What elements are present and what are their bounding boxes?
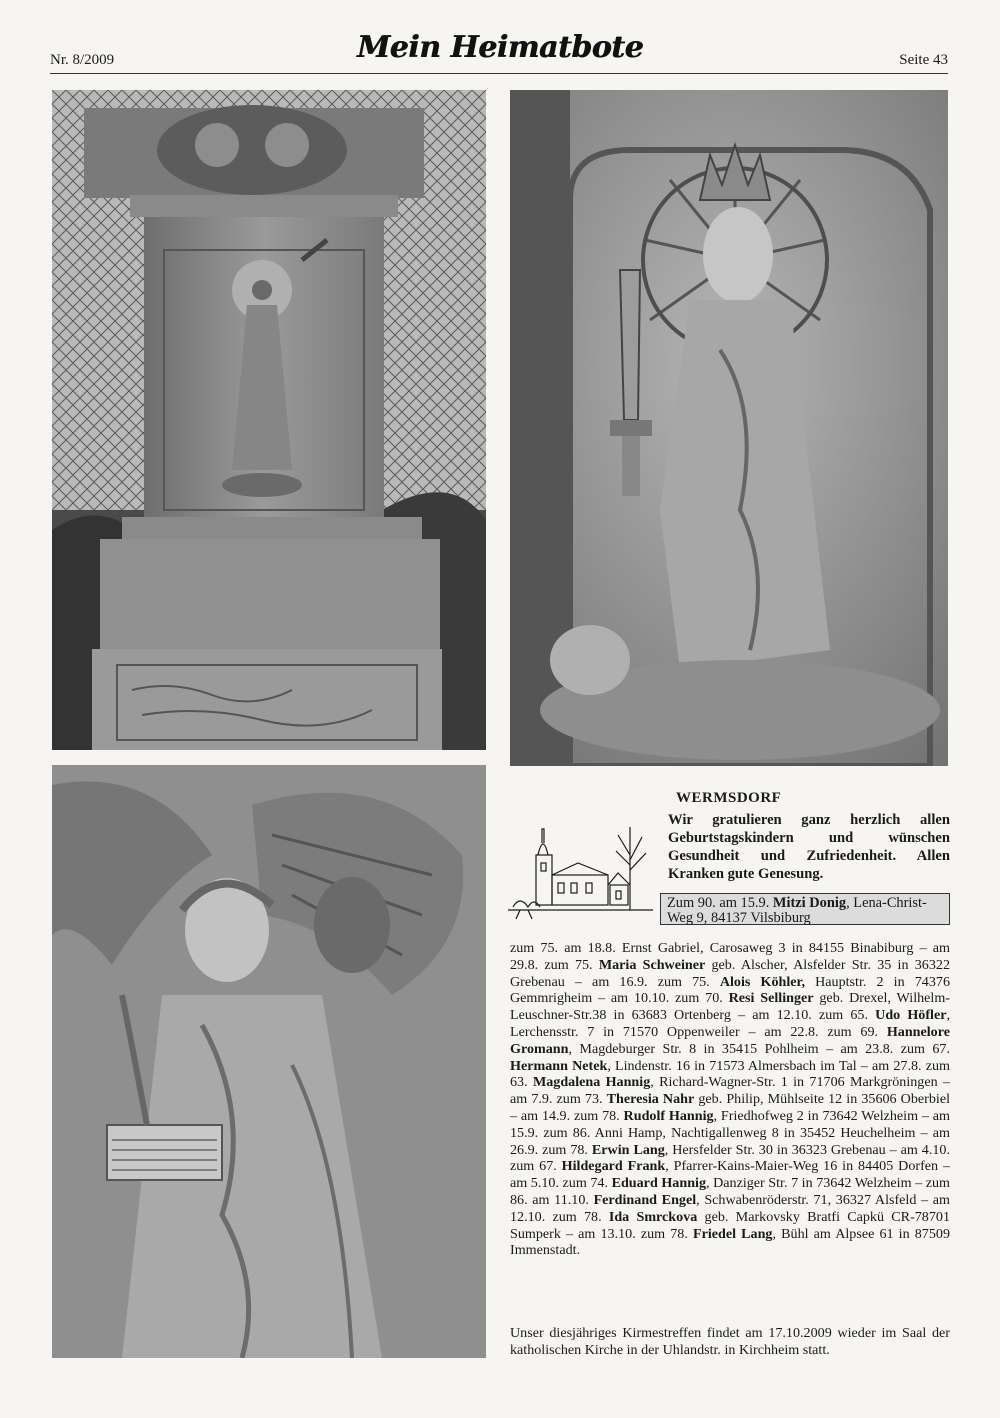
entry-name: Ida Smrckova [608, 1208, 698, 1225]
header-rule [50, 73, 948, 74]
closing-paragraph: Unser diesjähriges Kirmestreffen findet am 17.10.2009 wieder im Saal der katholischen Kirche in der Uhlandstr. in Kirchheim statt. [510, 1325, 950, 1358]
entry-details: geb. Alscher, Alsfelder Str. 35 in 36322 Grebenau – am 16.9. zum 75. [510, 956, 950, 990]
entry-name: Maria Schweiner [598, 956, 706, 973]
highlight-prefix: Zum 90. am 15.9. [667, 895, 773, 911]
village-church-logo [508, 815, 653, 922]
entry-name: Resi Sellinger [728, 990, 814, 1007]
entry-details: , Friedhofweg 2 in 73642 Welzheim – am 15.9. zum 86. Anni Hamp, Nachtigallenweg 8 in 35452 Heuchelheim – am 26.9. zum 78. [510, 1107, 950, 1158]
entry-details: , Bühl am Alpsee 61 in 87509 Immenstadt. [510, 1225, 950, 1259]
entry-details: , Richard-Wagner-Str. 1 in 71706 Markgröningen – am 7.9. zum 73. [510, 1074, 951, 1108]
highlight-birthday-box [660, 893, 950, 925]
birthday-list [510, 940, 950, 1259]
masthead-logo: Mein Heimatbote [356, 30, 644, 65]
greeting-text: Wir gratulieren ganz herzlich allen Geburtstagskindern und wünschen Gesundheit und Zufriedenheit. Allen Kranken gute Genesung. [668, 812, 950, 882]
page-header [0, 0, 1000, 80]
highlight-address: , Lena-Christ-Weg 9, 84137 Vilsbiburg [667, 895, 927, 926]
entry-name: Udo Höfler [875, 1007, 947, 1024]
entry-details: Hauptstr. 2 in 74376 Gemmrigheim – am 10.10. zum 70. [510, 973, 950, 1007]
entry-details: , Pfarrer-Kains-Maier-Weg 16 in 84405 Dorfen – am 5.10. zum 74. [510, 1158, 951, 1192]
entry-details: , Lindenstr. 16 in 71573 Almersbach im Tal – am 27.8. zum 63. [510, 1057, 950, 1091]
entry-name: Hannelore Gromann [510, 1023, 950, 1057]
entry-details: Ernst Gabriel, Carosaweg 3 in 84155 Binabiburg – am 29.8. zum 75. [510, 940, 950, 973]
entry-name: Ferdinand Engel [593, 1191, 697, 1208]
entry-details: geb. Philip, Mühlseite 12 in 35606 Oberbiel – am 14.9. zum 78. [510, 1091, 950, 1124]
entry-name: Eduard Hannig [611, 1175, 706, 1192]
entry-details: geb. Drexel, Wilhelm-Leuschner-Str.38 in 63683 Ortenberg – am 12.10. zum 65. [510, 990, 950, 1024]
entry-details: , Lerchensstr. 7 in 71570 Oppenweiler – am 22.8. zum 69. [510, 1007, 951, 1040]
entry-name: Hermann Netek [510, 1057, 608, 1074]
entry-name: Alois Köhler, [719, 973, 805, 990]
entry-details: , Magdeburger Str. 8 in 35415 Pohlheim – am 23.8. zum 67. [568, 1040, 950, 1057]
photo-angel-with-book-relief [52, 765, 486, 1358]
entry-name: Hildegard Frank [561, 1158, 666, 1175]
entry-details: geb. Markovsky Bratfi Capkü CR-78701 Sumperk – am 13.10. zum 78. [510, 1208, 950, 1242]
entry-prefix: zum 75. am 18.8. [510, 940, 622, 956]
entry-name: Theresia Nahr [606, 1091, 695, 1108]
entry-name: Magdalena Hannig [532, 1074, 651, 1091]
issue-number: Nr. 8/2009 [50, 52, 115, 68]
photo-shrine-pedestal [52, 90, 486, 750]
photo-crowned-saint-relief [510, 90, 948, 766]
entry-name: Erwin Lang [591, 1141, 665, 1158]
page-number: Seite 43 [899, 52, 948, 68]
highlight-name: Mitzi Donig [772, 895, 847, 911]
entry-details: , Danziger Str. 7 in 73642 Welzheim – zum 86. am 11.10. [510, 1175, 950, 1208]
entry-details: , Hersfelder Str. 30 in 36323 Grebenau – am 4.10. zum 67. [510, 1141, 950, 1175]
section-title: WERMSDORF [676, 790, 782, 806]
entry-details: , Schwabenröderstr. 71, 36327 Alsfeld – am 12.10. zum 78. [510, 1191, 950, 1225]
entry-name: Friedel Lang [692, 1225, 773, 1242]
entry-name: Rudolf Hannig [623, 1107, 714, 1124]
